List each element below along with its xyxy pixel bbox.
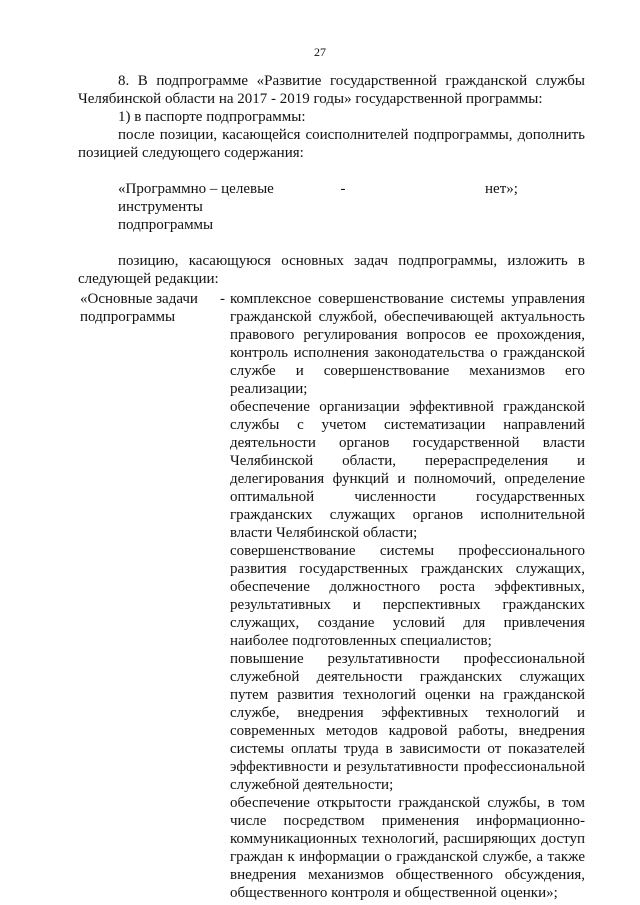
- page-number: 27: [314, 45, 326, 59]
- paragraph-passport: 1) в паспорте подпрограммы:: [118, 109, 306, 125]
- task-item: совершенствование системы профессионального развития государственных гражданских служащих, обеспечение должностного роста эффективных, результативных и перспективных гражданских служащих, создание условий для привлечения наиболее подготовленных специалистов;: [230, 543, 585, 649]
- tasks-dash: -: [220, 291, 225, 307]
- document-body: [78, 72, 585, 902]
- program-tools-row: [78, 180, 585, 234]
- task-item: обеспечение организации эффективной гражданской службы с учетом систематизации направлений деятельности органов государственной власти Челябинской области, перераспределения и делегирования функций и полномочий, определение оптимальной численности государственных гражданских служащих органов исполнительной власти Челябинской области;: [230, 399, 585, 541]
- program-tools-label: «Программно – целевые инструменты подпрограммы: [118, 181, 274, 233]
- tasks-label: «Основные задачи подпрограммы: [80, 291, 198, 325]
- program-tools-value: нет»;: [485, 181, 518, 197]
- task-item: обеспечение открытости гражданской службы, в том числе посредством применения информационно-коммуникационных технологий, расширяющих доступ граждан к информации о гражданской службе, а также внедрения механизмов общественного обсуждения, общественного контроля и общественной оценки»;: [230, 795, 585, 901]
- paragraph-subprogram: 8. В подпрограмме «Развитие государственной гражданской службы Челябинской области на 2017 - 2019 годы» государственной программы:: [78, 73, 585, 107]
- paragraph-add-position: после позиции, касающейся соисполнителей подпрограммы, дополнить позицией следующего содержания:: [78, 127, 585, 161]
- tasks-table: [78, 290, 585, 902]
- program-tools-dash: -: [340, 181, 346, 197]
- task-item: комплексное совершенствование системы управления гражданской службой, обеспечивающей актуальность правового регулирования вопросов ее прохождения, контроль исполнения законодательства о гражданской службе и совершенствование механизмов его реализации;: [230, 291, 585, 397]
- task-item: повышение результативности профессиональной служебной деятельности гражданских служащих путем развития технологий оценки на гражданской службе, внедрения эффективных технологий и современных методов кадровой работы, внедрения системы оплаты труда в зависимости от показателей эффективности и результативности профессиональной служебной деятельности;: [230, 651, 585, 793]
- paragraph-tasks-intro: позицию, касающуюся основных задач подпрограммы, изложить в следующей редакции:: [78, 253, 585, 287]
- tasks-list: [230, 290, 585, 902]
